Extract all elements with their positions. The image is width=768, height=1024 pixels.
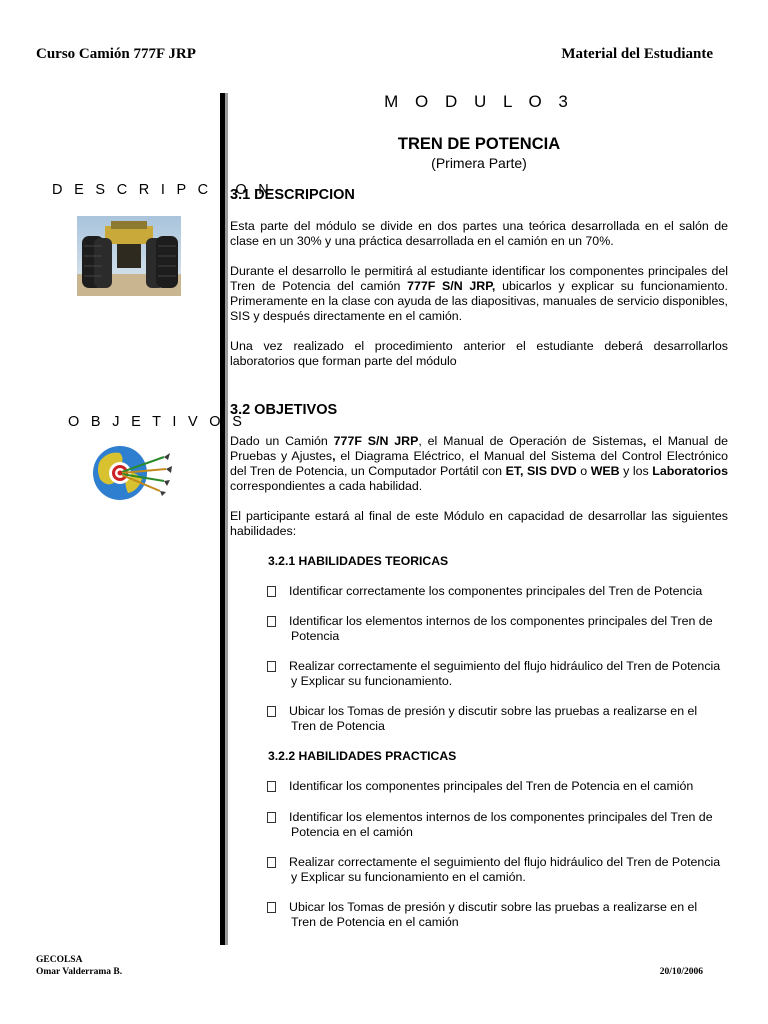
page-subtitle: (Primera Parte) xyxy=(431,155,527,171)
list-item-practica-2 xyxy=(230,810,728,840)
obj-text-c: , el Manual de Operación de Sistemas xyxy=(418,434,643,448)
obj-truck-bold: 777F S/N JRP xyxy=(333,434,419,448)
vertical-divider-shadow xyxy=(225,93,228,945)
list-item-text-cont: Potencia xyxy=(291,629,340,643)
footer-date: 20/10/2006 xyxy=(659,967,703,977)
list-item-text: Identificar los elementos internos de los componentes principales del Tren de xyxy=(289,614,713,628)
list-item-text: Realizar correctamente el seguimiento del flujo hidráulico del Tren de Potencia xyxy=(289,659,721,673)
list-item-text: Ubicar los Tomas de presión y discutir sobre las pruebas a realizarse en el xyxy=(289,704,698,718)
main-content xyxy=(230,90,728,930)
list-item-teorica-4 xyxy=(230,704,728,734)
paragraph-laboratorios: Una vez realizado el procedimiento anterior el estudiante deberá desarrollarlos laboratorios que forman parte del módulo xyxy=(230,339,728,368)
obj-text-k: y los xyxy=(619,464,653,478)
subsection-heading-teoricas: 3.2.1 HABILIDADES TEORICAS xyxy=(268,554,449,568)
obj-tools-bold: ET, SIS DVD xyxy=(505,464,577,478)
teoricas-list xyxy=(230,584,728,734)
checkbox-icon xyxy=(267,902,276,913)
truck-model-bold: 777F S/N JRP, xyxy=(407,279,496,293)
header-course-title: Curso Camión 777F JRP xyxy=(36,46,196,62)
obj-text-m: correspondientes a cada habilidad. xyxy=(230,479,423,493)
list-item-practica-4 xyxy=(230,900,728,930)
obj-text-g: el Diagrama Eléctrico, el Manual del Sistema del Control Electrónico del Tren de Potencia, un Computador Portátil con xyxy=(230,449,728,478)
globe-target-icon xyxy=(88,443,172,503)
list-item-text-cont: Tren de Potencia en el camión xyxy=(291,915,459,929)
paragraph-desarrollo-text-a: Durante el desarrollo le permitirá al estudiante identificar los componentes principales del Tren de Potencia del camión xyxy=(230,264,728,293)
header-material-label: Material del Estudiante xyxy=(561,46,713,62)
checkbox-icon xyxy=(267,781,276,792)
practicas-list xyxy=(230,779,728,930)
obj-text-a: Dado un Camión xyxy=(230,434,334,448)
section-heading-objetivos: 3.2 OBJETIVOS xyxy=(230,402,338,418)
list-item-text-cont: y Explicar su funcionamiento. xyxy=(291,674,453,688)
checkbox-icon xyxy=(267,661,276,672)
paragraph-intro: Esta parte del módulo se divide en dos partes una teórica desarrollada en el salón de clase en un 30% y una práctica desarrollada en el camión en un 70%. xyxy=(230,219,728,248)
module-heading: M O D U L O 3 xyxy=(384,92,574,111)
list-item-text: Ubicar los Tomas de presión y discutir sobre las pruebas a realizarse en el xyxy=(289,900,698,914)
list-item-text-cont: y Explicar su funcionamiento en el camión. xyxy=(291,870,526,884)
section-heading-descripcion: 3.1 DESCRIPCION xyxy=(230,187,355,203)
list-item-text-cont: Tren de Potencia xyxy=(291,719,385,733)
paragraph-desarrollo xyxy=(230,264,728,324)
sidebar-objetivos-label: O B J E T I V O S xyxy=(68,414,246,430)
list-item-text: Identificar los componentes principales del Tren de Potencia en el camión xyxy=(289,779,694,793)
page-title: TREN DE POTENCIA xyxy=(397,135,561,153)
footer-company: GECOLSA xyxy=(36,955,83,965)
sidebar-descripcion-label: D E S C R I P C I O N xyxy=(52,182,273,198)
paragraph-objetivos xyxy=(230,434,728,494)
paragraph-desarrollo-text-c: ubicarlos y explicar su funcionamiento. Primeramente en la clase con ayuda de las diapositivas, manuales de servicio disponibles, SIS y después directamente en el camión. xyxy=(230,279,728,323)
list-item-teorica-3 xyxy=(230,659,728,689)
list-item-text: Realizar correctamente el seguimiento del flujo hidráulico del Tren de Potencia xyxy=(289,855,721,869)
subsection-heading-practicas: 3.2.2 HABILIDADES PRACTICAS xyxy=(268,749,457,763)
checkbox-icon xyxy=(267,706,276,717)
obj-text-i: o xyxy=(576,464,591,478)
list-item-practica-1 xyxy=(230,779,728,794)
list-item-practica-3 xyxy=(230,855,728,885)
list-item-text-cont: Potencia en el camión xyxy=(291,825,413,839)
checkbox-icon xyxy=(267,616,276,627)
obj-comma-bold: , xyxy=(642,434,647,448)
list-item-teorica-1 xyxy=(230,584,728,599)
footer-author: Omar Valderrama B. xyxy=(36,967,123,977)
obj-laboratorios-bold: Laboratorios xyxy=(652,464,728,478)
obj-web-bold: WEB xyxy=(590,464,620,478)
obj-comma-bold-2: , xyxy=(332,449,336,463)
list-item-text: Identificar correctamente los componentes principales del Tren de Potencia xyxy=(289,584,703,598)
list-item-teorica-2 xyxy=(230,614,728,644)
checkbox-icon xyxy=(267,586,276,597)
obj-text-e: el Manual de Pruebas y Ajustes xyxy=(230,434,728,463)
checkbox-icon xyxy=(267,812,276,823)
paragraph-participante: El participante estará al final de este Módulo en capacidad de desarrollar las siguientes habilidades: xyxy=(230,509,728,538)
truck-photo xyxy=(77,216,181,296)
list-item-text: Identificar los elementos internos de los componentes principales del Tren de xyxy=(289,810,713,824)
checkbox-icon xyxy=(267,857,276,868)
